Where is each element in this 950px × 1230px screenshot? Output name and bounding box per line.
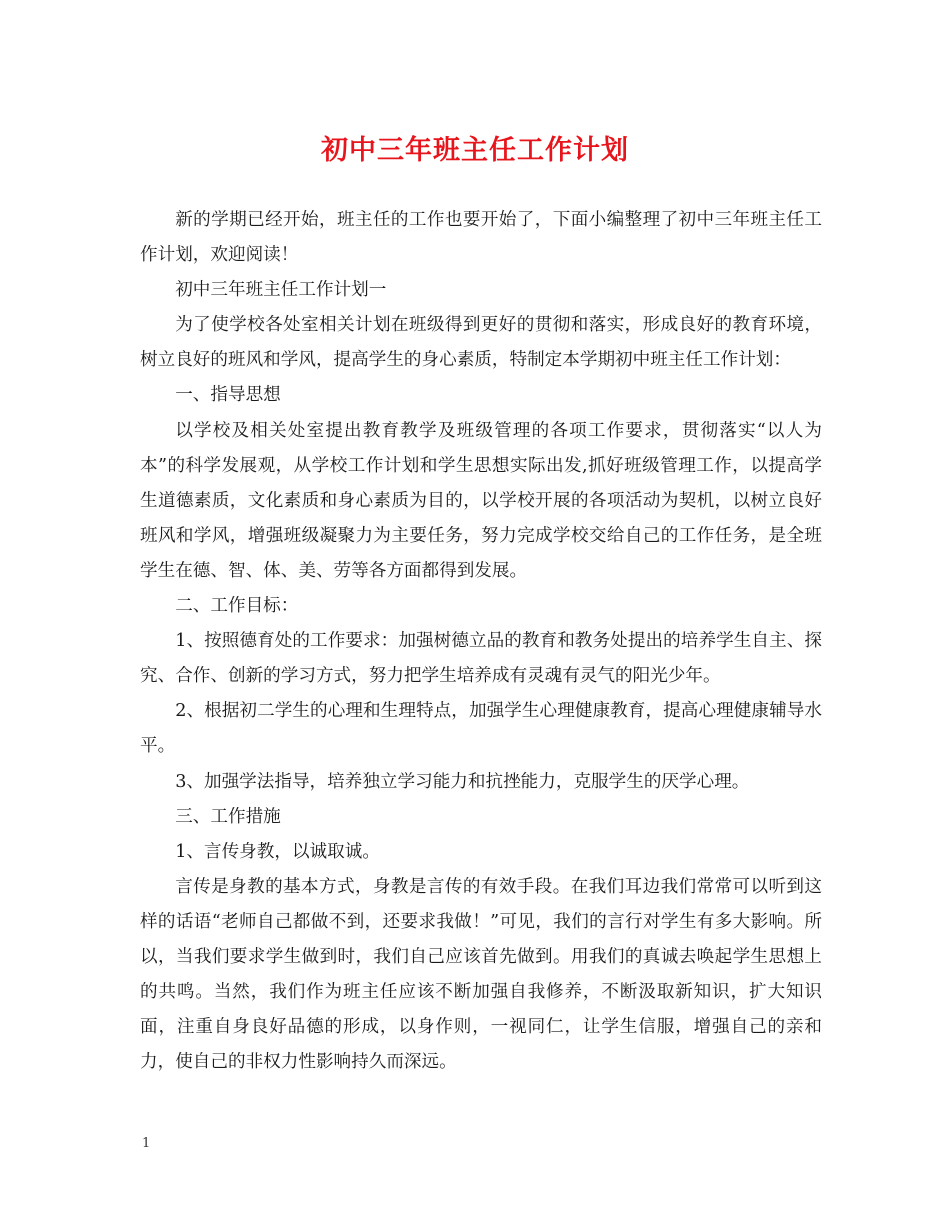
paragraph-measure-1: 言传是身教的基本方式，身教是言传的有效手段。在我们耳边我们常常可以听到这样的话语“老师自己都做不到，还要求我做！”可见，我们的言行对学生有多大影响。所以，当我们要求学生做到时，我们自己应该首先做到。用我们的真诚去唤起学生思想上的共鸣。当然，我们作为班主任应该不断加强自我修养，不断汲取新知识，扩大知识面，注重自身良好品德的形成，以身作则，一视同仁，让学生信服，增强自己的亲和力，使自己的非权力性影响持久而深远。 bbox=[140, 876, 822, 1073]
list-item-goal-2: 2、根据初二学生的心理和生理特点，加强学生心理健康教育，提高心理健康辅导水平。 bbox=[140, 701, 822, 757]
subheading-measure-1: 1、言传身教，以诚取诚。 bbox=[175, 841, 380, 862]
page-number: 1 bbox=[142, 1136, 151, 1151]
paragraph-purpose: 为了使学校各处室相关计划在班级得到更好的贯彻和落实，形成良好的教育环境，树立良好的班风和学风，提高学生的身心素质，特制定本学期初中班主任工作计划： bbox=[140, 315, 822, 371]
section-heading-guiding-ideology: 一、指导思想 bbox=[175, 385, 281, 406]
document-title: 初中三年班主任工作计划 bbox=[321, 135, 629, 166]
list-item-goal-1: 1、按照德育处的工作要求：加强树德立品的教育和教务处提出的培养学生自主、探究、合作、创新的学习方式，努力把学生培养成有灵魂有灵气的阳光少年。 bbox=[140, 631, 822, 687]
document-body bbox=[140, 203, 822, 1080]
paragraph-guiding-ideology: 以学校及相关处室提出教育教学及班级管理的各项工作要求，贯彻落实“以人为本”的科学发展观，从学校工作计划和学生思想实际出发,抓好班级管理工作，以提高学生道德素质，文化素质和身心素质为目的，以学校开展的各项活动为契机，以树立良好班风和学风，增强班级凝聚力为主要任务，努力完成学校交给自己的工作任务，是全班学生在德、智、体、美、劳等各方面都得到发展。 bbox=[140, 420, 822, 581]
section-heading-plan-one: 初中三年班主任工作计划一 bbox=[175, 280, 387, 301]
section-heading-work-measures: 三、工作措施 bbox=[175, 806, 281, 827]
list-item-goal-3: 3、加强学法指导，培养独立学习能力和抗挫能力，克服学生的厌学心理。 bbox=[175, 771, 750, 792]
section-heading-work-goals: 二、工作目标： bbox=[175, 596, 299, 617]
paragraph-intro: 新的学期已经开始，班主任的工作也要开始了，下面小编整理了初中三年班主任工作计划，欢迎阅读！ bbox=[140, 210, 822, 266]
